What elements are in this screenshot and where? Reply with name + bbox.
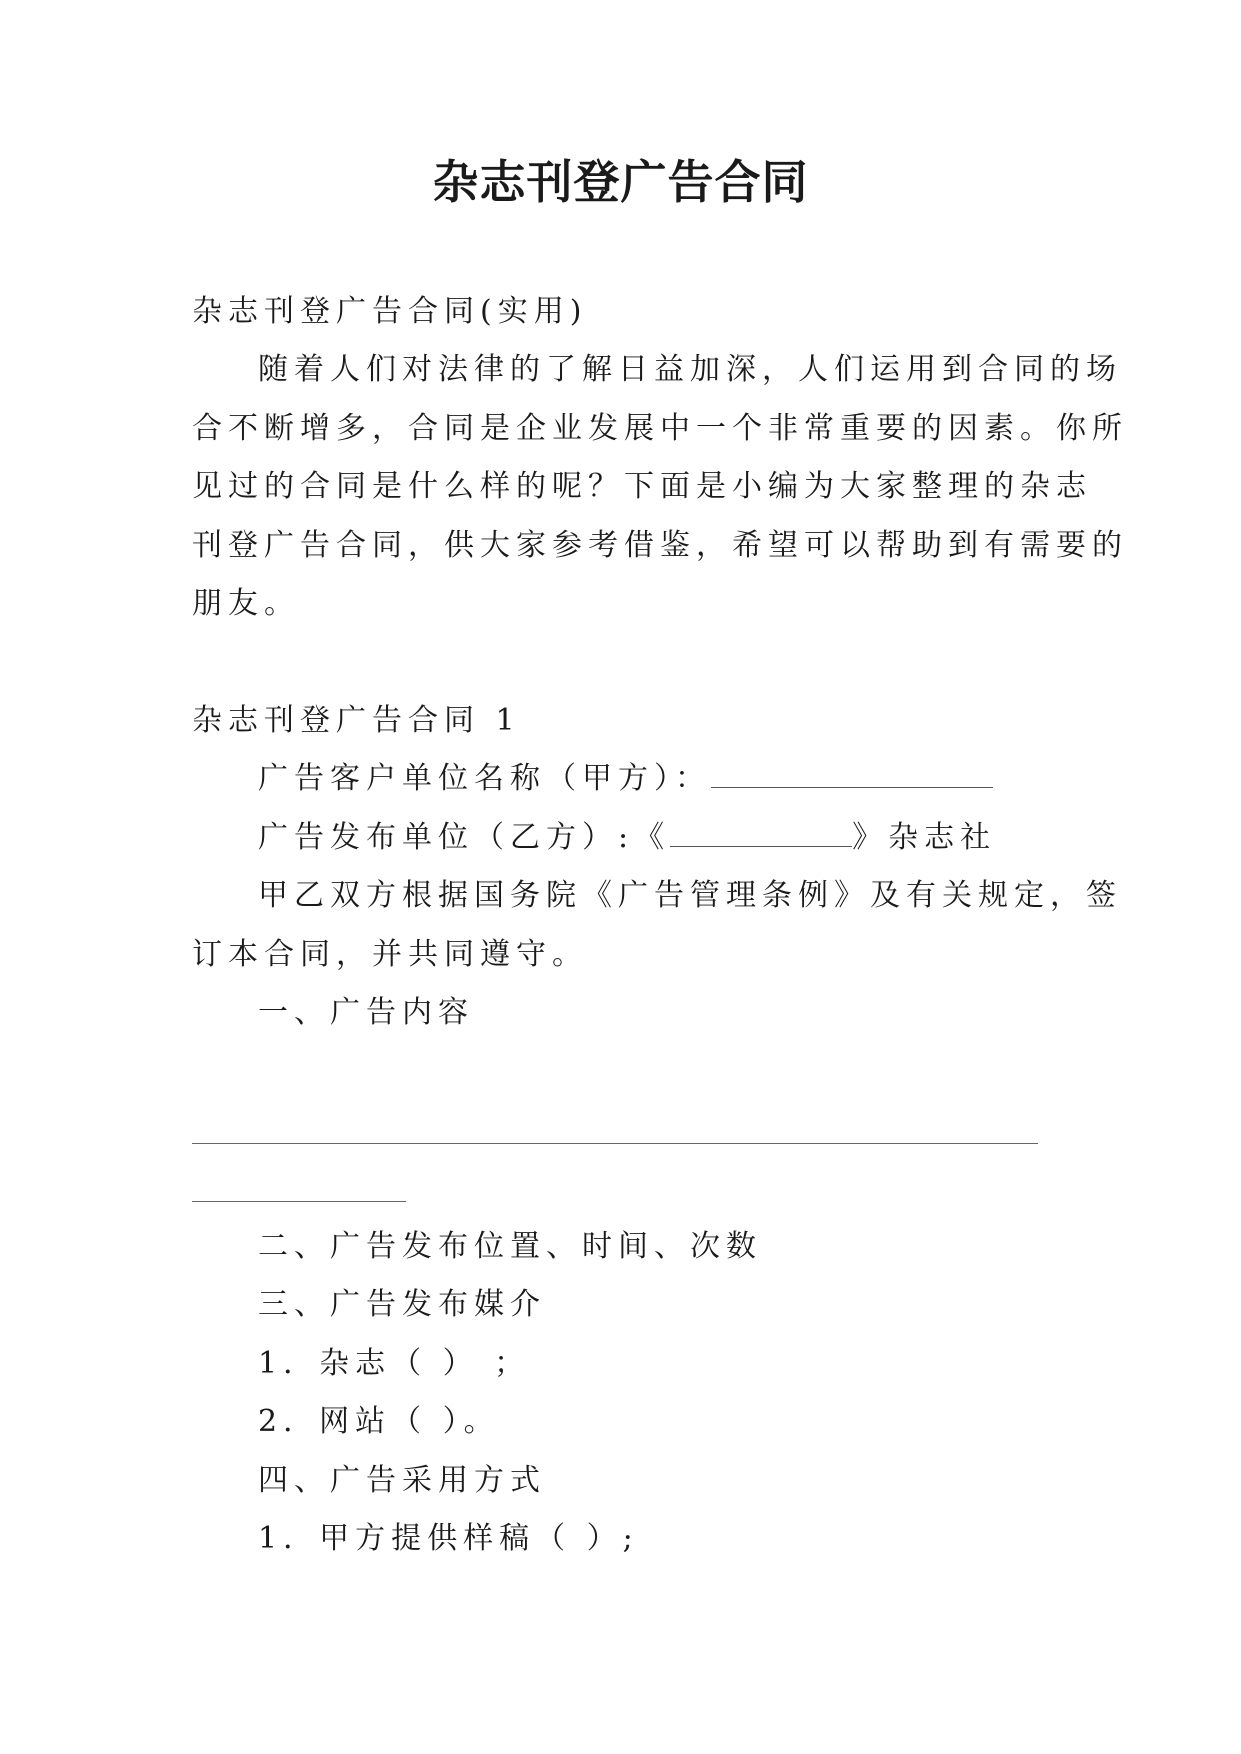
intro-line: 刊登广告合同，供大家参考借鉴，希望可以帮助到有需要的 [192, 528, 1128, 563]
intro-line: 朋友。 [192, 586, 300, 621]
clause-heading: 一、广告内容 [258, 995, 474, 1030]
option-item: 1．杂志（ ） ； [258, 1346, 531, 1381]
party-a-blank [711, 761, 993, 788]
party-a-label: 广告客户单位名称（甲方）： [258, 761, 711, 796]
party-b-prefix: 广告发布单位（乙方）:《 [258, 820, 671, 855]
option-item: 2．网站（ ）。 [258, 1404, 500, 1439]
option-item: 1．甲方提供样稿（ ）; [258, 1521, 639, 1556]
fill-in-blank-line [192, 1143, 1038, 1144]
intro-line: 随着人们对法律的了解日益加深，人们运用到合同的场 [258, 352, 1122, 387]
clause-heading: 三、广告发布媒介 [258, 1287, 546, 1322]
party-b-row [258, 818, 996, 858]
clause-heading: 二、广告发布位置、时间、次数 [258, 1229, 762, 1264]
party-b-blank [670, 820, 852, 847]
section-heading: 杂志刊登广告合同 1 [192, 703, 521, 738]
intro-line: 见过的合同是什么样的呢？下面是小编为大家整理的杂志 [192, 469, 1092, 504]
clause-heading: 四、广告采用方式 [258, 1463, 546, 1498]
intro-line: 合不断增多，合同是企业发展中一个非常重要的因素。你所 [192, 411, 1128, 446]
document-title: 杂志刊登广告合同 [432, 155, 809, 209]
agreement-line: 甲乙双方根据国务院《广告管理条例》及有关规定，签 [258, 878, 1122, 913]
fill-in-blank-line [192, 1201, 406, 1202]
document-subtitle: 杂志刊登广告合同(实用) [192, 294, 588, 329]
party-b-suffix: 》杂志社 [852, 820, 997, 855]
agreement-line: 订本合同，并共同遵守。 [192, 937, 588, 972]
party-a-row [258, 759, 993, 799]
